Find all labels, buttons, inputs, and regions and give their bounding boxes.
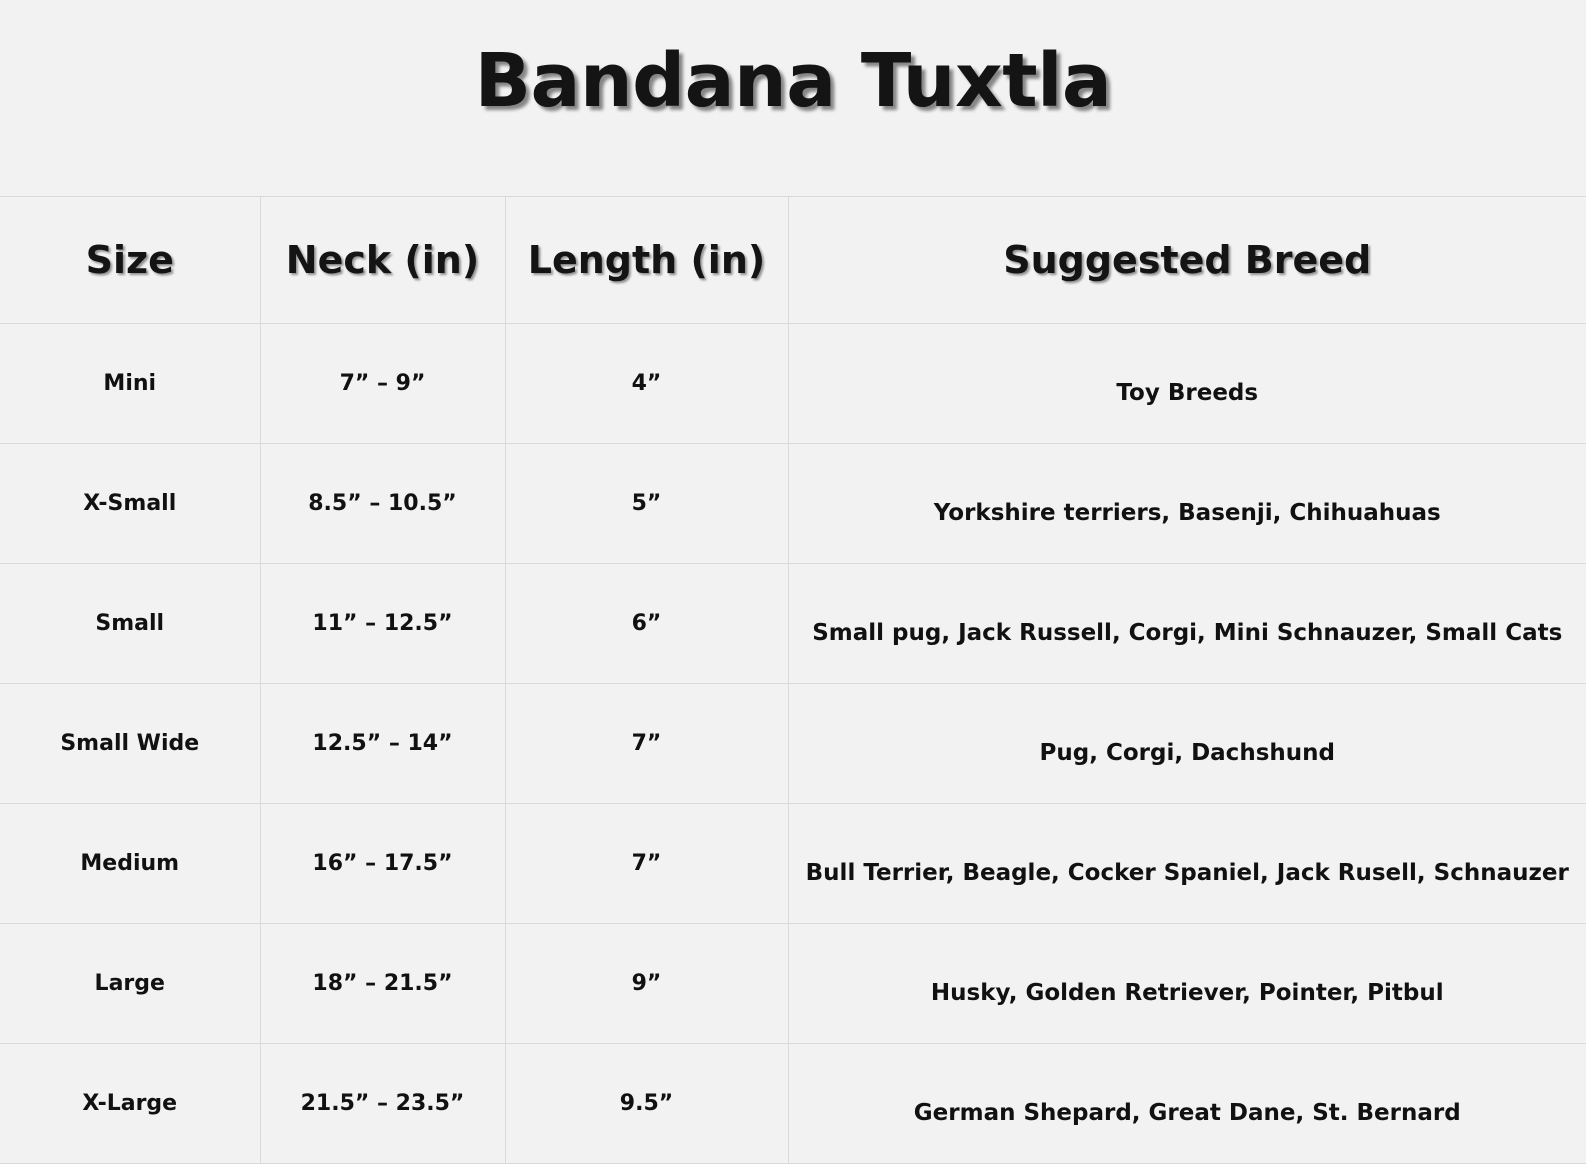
cell-length: 7”	[505, 684, 788, 804]
column-header-length: Length (in)	[505, 197, 788, 324]
table-row	[0, 804, 1586, 924]
cell-length: 7”	[505, 804, 788, 924]
cell-neck: 11” – 12.5”	[260, 564, 505, 684]
cell-size: Medium	[0, 804, 260, 924]
cell-neck: 8.5” – 10.5”	[260, 444, 505, 564]
cell-neck: 21.5” – 23.5”	[260, 1044, 505, 1164]
cell-breed: German Shepard, Great Dane, St. Bernard	[788, 1044, 1586, 1164]
table-row	[0, 324, 1586, 444]
cell-breed: Husky, Golden Retriever, Pointer, Pitbul	[788, 924, 1586, 1044]
size-guide-table	[0, 196, 1586, 1164]
table-row	[0, 444, 1586, 564]
cell-length: 6”	[505, 564, 788, 684]
table-row	[0, 924, 1586, 1044]
cell-size: Large	[0, 924, 260, 1044]
cell-size: Small	[0, 564, 260, 684]
column-header-breed: Suggested Breed	[788, 197, 1586, 324]
cell-length: 4”	[505, 324, 788, 444]
cell-length: 9.5”	[505, 1044, 788, 1164]
cell-neck: 18” – 21.5”	[260, 924, 505, 1044]
cell-breed: Pug, Corgi, Dachshund	[788, 684, 1586, 804]
page-title: Bandana Tuxtla	[474, 38, 1112, 124]
cell-size: X-Small	[0, 444, 260, 564]
cell-size: Mini	[0, 324, 260, 444]
column-header-size: Size	[0, 197, 260, 324]
cell-breed: Bull Terrier, Beagle, Cocker Spaniel, Jack Rusell, Schnauzer	[788, 804, 1586, 924]
table-header	[0, 197, 1586, 324]
cell-breed: Small pug, Jack Russell, Corgi, Mini Schnauzer, Small Cats	[788, 564, 1586, 684]
cell-breed: Toy Breeds	[788, 324, 1586, 444]
table-row	[0, 684, 1586, 804]
table-row	[0, 1044, 1586, 1164]
table-header-row	[0, 197, 1586, 324]
column-header-neck: Neck (in)	[260, 197, 505, 324]
cell-neck: 7” – 9”	[260, 324, 505, 444]
cell-length: 5”	[505, 444, 788, 564]
cell-neck: 16” – 17.5”	[260, 804, 505, 924]
cell-size: Small Wide	[0, 684, 260, 804]
table-row	[0, 564, 1586, 684]
cell-neck: 12.5” – 14”	[260, 684, 505, 804]
cell-length: 9”	[505, 924, 788, 1044]
table-body	[0, 324, 1586, 1164]
cell-size: X-Large	[0, 1044, 260, 1164]
cell-breed: Yorkshire terriers, Basenji, Chihuahuas	[788, 444, 1586, 564]
